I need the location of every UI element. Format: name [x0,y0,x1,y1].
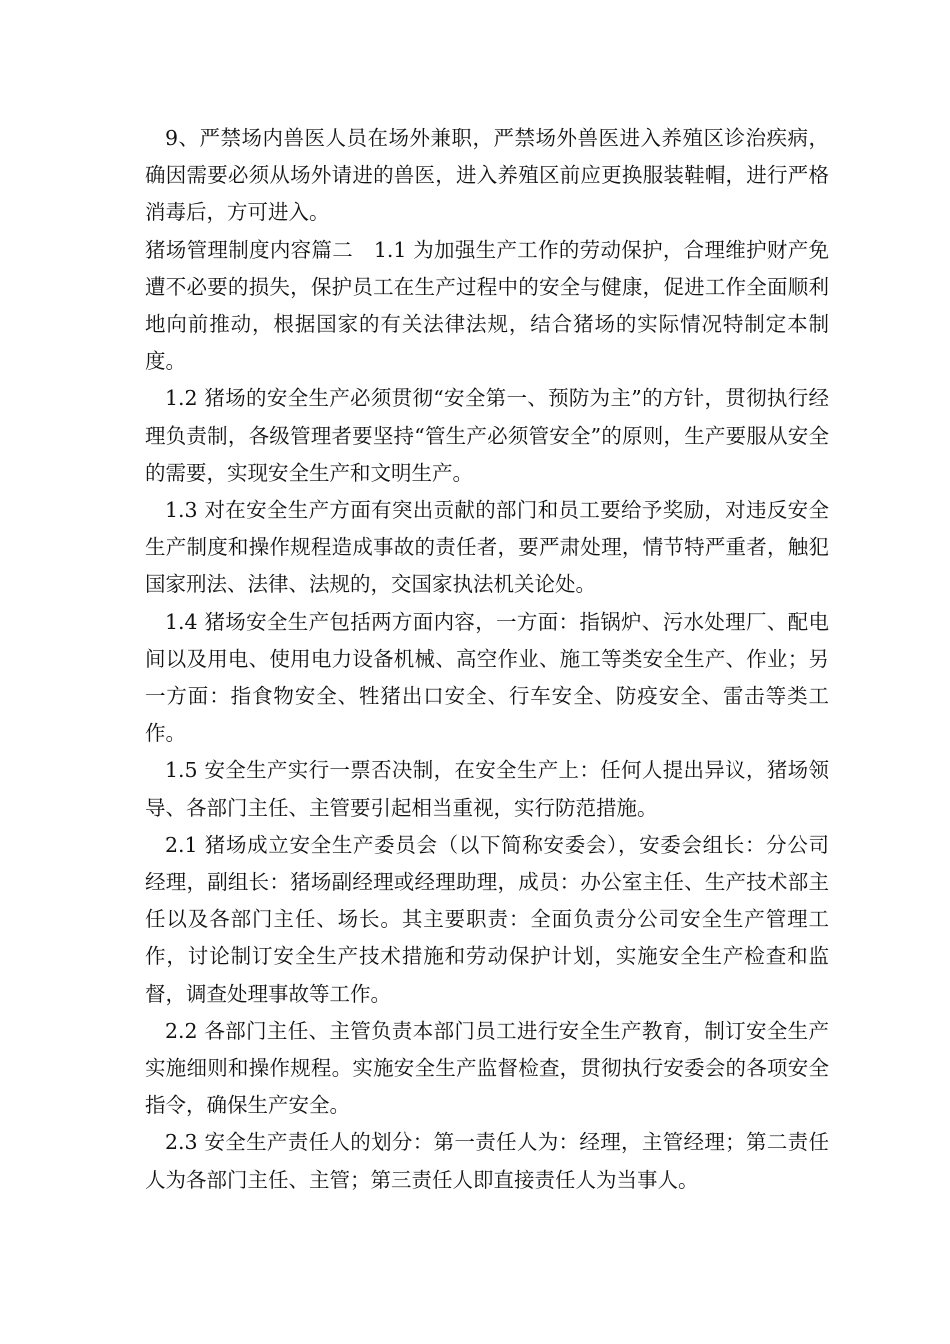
paragraph-1-3: 1.3 对在安全生产方面有突出贡献的部门和员工要给予奖励，对违反安全生产制度和操作规程造成事故的责任者，要严肃处理，情节特严重者，触犯国家刑法、法律、法规的，交国家执法机关论处。 [145,498,829,597]
paragraph-2-3: 2.3 安全生产责任人的划分：第一责任人为：经理，主管经理；第二责任人为各部门主任、主管；第三责任人即直接责任人为当事人。 [145,1130,829,1192]
paragraph-1-5: 1.5 安全生产实行一票否决制，在安全生产上：任何人提出异议，猪场领导、各部门主任、主管要引起相当重视，实行防范措施。 [145,758,829,820]
paragraph-1-2: 1.2 猪场的安全生产必须贯彻“安全第一、预防为主”的方针，贯彻执行经理负责制，各级管理者要坚持“管生产必须管安全”的原则，生产要服从安全的需要，实现安全生产和文明生产。 [145,386,829,485]
paragraph-1-4: 1.4 猪场安全生产包括两方面内容，一方面：指锅炉、污水处理厂、配电间以及用电、使用电力设备机械、高空作业、施工等类安全生产、作业；另一方面：指食物安全、牲猪出口安全、行车安全、防疫安全、雷击等类工作。 [145,609,829,746]
document-body [145,120,829,1199]
paragraph-2-1: 2.1 猪场成立安全生产委员会（以下简称安委会），安委会组长：分公司经理，副组长：猪场副经理或经理助理，成员：办公室主任、生产技术部主任以及各部门主任、场长。其主要职责：全面负责分公司安全生产管理工作，讨论制订安全生产技术措施和劳动保护计划，实施安全生产检查和监督，调查处理事故等工作。 [145,832,829,1006]
paragraph-2-2: 2.2 各部门主任、主管负责本部门员工进行安全生产教育，制订安全生产实施细则和操作规程。实施安全生产监督检查，贯彻执行安委会的各项安全指令，确保生产安全。 [145,1018,829,1118]
paragraph-section-title-and-1-1: 猪场管理制度内容篇二 1.1 为加强生产工作的劳动保护，合理维护财产免遭不必要的损失，保护员工在生产过程中的安全与健康，促进工作全面顺利地向前推动，根据国家的有关法律法规，结合猪场的实际情况特制定本制度。 [145,237,829,374]
paragraph-item-9: 9、严禁场内兽医人员在场外兼职，严禁场外兽医进入养殖区诊治疾病，确因需要必须从场外请进的兽医，进入养殖区前应更换服装鞋帽，进行严格消毒后，方可进入。 [145,126,829,225]
